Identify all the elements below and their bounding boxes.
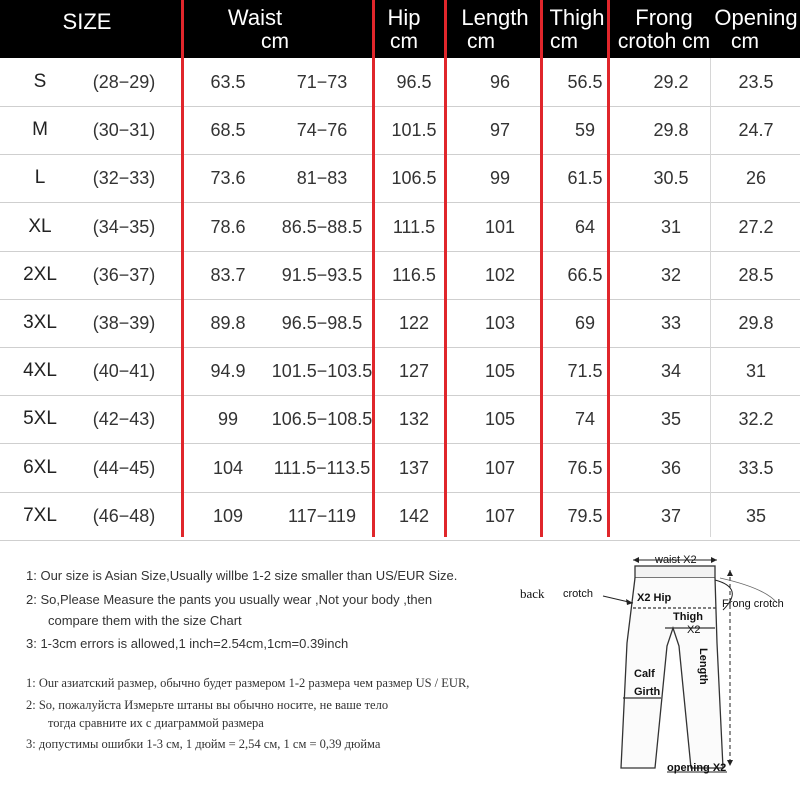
cell-hip: 111.5: [392, 216, 436, 237]
cell-length: 101: [484, 216, 516, 237]
column-divider: [444, 0, 447, 537]
header-waist-unit: cm: [261, 30, 289, 53]
header-opening: [712, 6, 800, 54]
cell-waist-in: 71−73: [296, 72, 348, 92]
header-opening-unit: cm: [731, 30, 759, 53]
cell-range: (36−37): [92, 264, 156, 285]
cell-range: (40−41): [92, 361, 156, 382]
cell-hip: 127: [398, 361, 430, 382]
table-row: [0, 299, 800, 348]
column-divider: [540, 0, 543, 537]
diagram-waist-label: waist X2: [655, 554, 697, 566]
cell-size: 2XL: [23, 263, 57, 285]
cell-waist: 109: [212, 505, 244, 526]
cell-length: 96: [489, 72, 511, 92]
cell-waist-in: 117−119: [288, 505, 356, 526]
cell-crotch: 31: [660, 216, 682, 237]
diagram-length-label: Length: [697, 648, 709, 685]
cell-thigh: 56.5: [567, 72, 603, 92]
cell-waist: 89.8: [210, 313, 246, 333]
cell-opening: 23.5: [738, 72, 774, 92]
header-waist-label: Waist: [227, 5, 283, 30]
table-row: [0, 444, 800, 493]
note-en-3: 3: 1-3cm errors is allowed,1 inch=2.54cm,1cm=0.39inch: [26, 636, 349, 651]
cell-waist: 63.5: [210, 72, 246, 92]
cell-thigh: 74: [574, 409, 596, 430]
cell-thigh: 61.5: [567, 168, 603, 189]
cell-range: (38−39): [92, 313, 156, 333]
cell-opening: 24.7: [738, 120, 774, 141]
diagram-thigh-label: Thigh: [673, 611, 703, 623]
cell-size: XL: [28, 215, 52, 237]
cell-opening: 35: [745, 505, 767, 526]
header-length: [455, 6, 535, 54]
cell-size: 4XL: [23, 360, 57, 382]
cell-crotch: 29.8: [653, 120, 689, 141]
table-row: [0, 106, 800, 155]
header-thigh: [544, 6, 610, 54]
cell-size: 5XL: [23, 408, 57, 430]
cell-length: 107: [484, 505, 516, 526]
cell-crotch: 30.5: [653, 168, 689, 189]
cell-crotch: 32: [660, 264, 682, 285]
note-ru-3: 3: допустимы ошибки 1-3 см, 1 дюйм = 2,54 см, 1 см = 0,39 дюйма: [26, 737, 381, 751]
cell-range: (32−33): [92, 168, 156, 189]
cell-range: (46−48): [92, 505, 156, 526]
cell-hip: 96.5: [396, 72, 432, 92]
header-front-crotch: [608, 6, 720, 54]
cell-waist: 78.6: [210, 216, 246, 237]
cell-length: 105: [484, 361, 516, 382]
cell-waist: 68.5: [210, 120, 246, 141]
table-row: [0, 58, 800, 107]
cell-waist: 104: [212, 457, 244, 478]
header-hip-label: Hip: [387, 5, 421, 30]
cell-thigh: 59: [574, 120, 596, 141]
diagram-opening-label: opening X2: [667, 762, 727, 774]
header-thigh-label: Thigh: [549, 5, 605, 30]
cell-thigh: 79.5: [567, 505, 603, 526]
header-thigh-unit: cm: [550, 30, 578, 53]
size-notes: [0, 540, 520, 800]
cell-length: 102: [484, 264, 516, 285]
cell-size: 7XL: [23, 504, 57, 526]
cell-length: 105: [484, 409, 516, 430]
cell-range: (30−31): [92, 120, 156, 141]
cell-opening: 33.5: [738, 457, 774, 478]
cell-length: 103: [484, 313, 516, 333]
cell-size: 3XL: [23, 312, 57, 333]
cell-opening: 32.2: [738, 409, 774, 430]
cell-waist-in: 81−83: [296, 168, 348, 189]
diagram-back-label: back: [520, 586, 545, 601]
cell-crotch: 35: [660, 409, 682, 430]
cell-size: S: [33, 71, 47, 92]
column-divider: [372, 0, 375, 537]
cell-opening: 26: [745, 168, 767, 189]
cell-waist: 73.6: [210, 168, 246, 189]
note-ru-1: 1: Our азиатский размер, обычно будет размером 1-2 размера чем размер US / EUR,: [26, 676, 470, 690]
table-row: [0, 154, 800, 203]
header-hip: [380, 6, 428, 54]
cell-crotch: 34: [660, 361, 682, 382]
cell-size: 6XL: [23, 456, 57, 478]
cell-thigh: 64: [574, 216, 596, 237]
cell-waist: 99: [217, 409, 239, 430]
cell-waist: 94.9: [210, 361, 246, 382]
cell-waist-in: 96.5−98.5: [281, 313, 363, 333]
cell-length: 107: [484, 457, 516, 478]
note-ru-2a: 2: So, пожалуйста Измерьте штаны вы обычно носите, не ваше тело: [26, 698, 389, 712]
pants-measure-diagram: [515, 548, 800, 776]
note-ru-2b: тогда сравните их с диаграммой размера: [48, 716, 264, 730]
header-opening-label: Opening: [714, 5, 798, 30]
table-row: [0, 395, 800, 444]
cell-opening: 31: [745, 361, 767, 382]
cell-thigh: 69: [574, 313, 596, 333]
cell-crotch: 29.2: [653, 72, 689, 92]
cell-size: L: [34, 167, 46, 189]
table-row: [0, 347, 800, 396]
header-hip-unit: cm: [390, 30, 418, 53]
header-length-unit: cm: [467, 30, 495, 53]
cell-hip: 132: [398, 409, 430, 430]
cell-opening: 29.8: [738, 313, 774, 333]
cell-range: (42−43): [92, 409, 156, 430]
header-waist: [215, 6, 295, 54]
cell-hip: 137: [398, 457, 430, 478]
diagram-girth-label: Girth: [634, 686, 661, 698]
header-front-crotch-unit: crotoh cm: [617, 30, 711, 53]
cell-hip: 116.5: [392, 264, 436, 285]
cell-crotch: 36: [660, 457, 682, 478]
column-divider-light: [710, 58, 711, 537]
cell-hip: 122: [398, 313, 430, 333]
cell-size: M: [32, 119, 48, 141]
note-en-1: 1: Our size is Asian Size,Usually willbe 1-2 size smaller than US/EUR Size.: [26, 568, 458, 583]
column-divider: [607, 0, 610, 537]
cell-range: (44−45): [92, 457, 156, 478]
cell-waist-in: 74−76: [296, 120, 348, 141]
cell-waist: 83.7: [210, 264, 246, 285]
cell-waist-in: 111.5−113.5: [273, 457, 371, 478]
cell-opening: 28.5: [738, 264, 774, 285]
diagram-front-crotch-label: Frong crotch: [722, 598, 784, 610]
cell-thigh: 66.5: [567, 264, 603, 285]
cell-length: 99: [489, 168, 511, 189]
cell-waist-in: 106.5−108.5: [271, 409, 373, 430]
header-size: SIZE: [62, 9, 112, 34]
diagram-hip-label: X2 Hip: [637, 592, 672, 604]
table-row: [0, 251, 800, 300]
diagram-thigh-x2-label: X2: [687, 624, 701, 636]
diagram-crotch-label: crotch: [563, 588, 593, 600]
cell-hip: 142: [398, 505, 430, 526]
note-en-2b: compare them with the size Chart: [48, 613, 242, 628]
cell-length: 97: [489, 120, 511, 141]
cell-crotch: 33: [660, 313, 682, 333]
cell-thigh: 76.5: [567, 457, 603, 478]
diagram-calf-label: Calf: [634, 668, 655, 680]
pants-illustration: [515, 548, 800, 776]
column-divider: [181, 0, 184, 537]
table-row: [0, 203, 800, 252]
cell-waist-in: 91.5−93.5: [281, 264, 363, 285]
cell-range: (34−35): [92, 216, 156, 237]
cell-waist-in: 101.5−103.5: [271, 361, 373, 382]
cell-thigh: 71.5: [567, 361, 603, 382]
cell-hip: 101.5: [391, 120, 437, 141]
cell-crotch: 37: [660, 505, 682, 526]
table-row: [0, 492, 800, 541]
header-front-crotch-label: Frong: [635, 5, 693, 30]
cell-opening: 27.2: [738, 216, 774, 237]
cell-range: (28−29): [92, 72, 156, 92]
note-en-2a: 2: So,Please Measure the pants you usually wear ,Not your body ,then: [26, 592, 433, 607]
cell-hip: 106.5: [391, 168, 437, 189]
cell-waist-in: 86.5−88.5: [281, 216, 363, 237]
header-length-label: Length: [461, 5, 529, 30]
table-header: [0, 0, 800, 58]
